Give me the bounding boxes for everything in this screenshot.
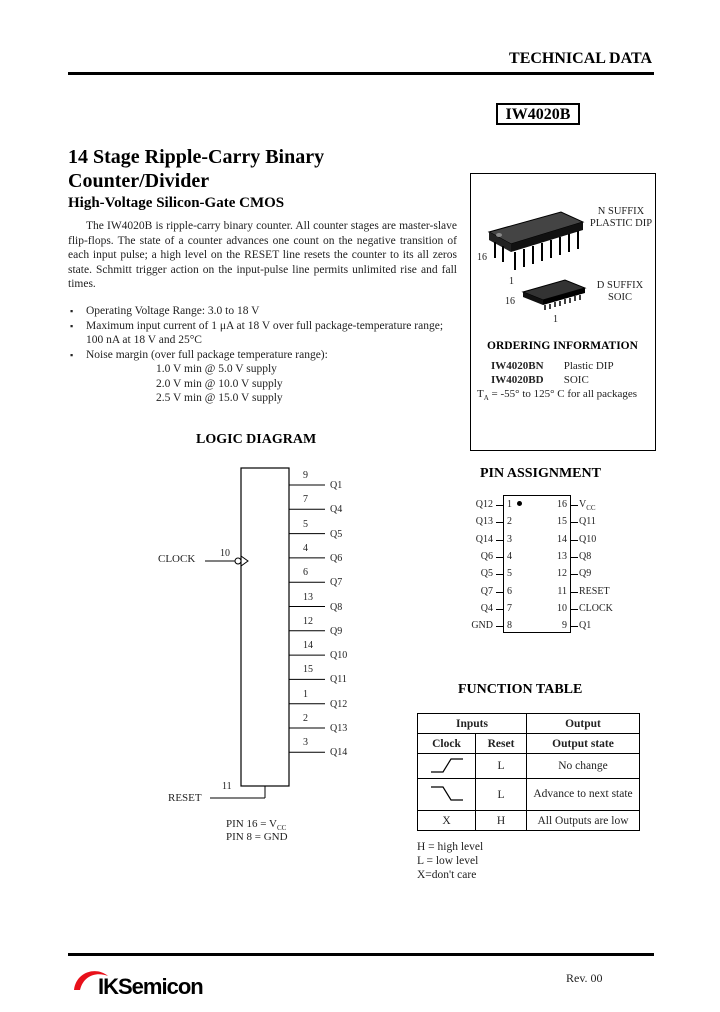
ordering-row xyxy=(491,359,614,373)
pin-lead xyxy=(496,557,503,558)
left-pin-number: 8 xyxy=(507,620,512,632)
pin-lead xyxy=(496,626,503,627)
n-suffix-line: N SUFFIX xyxy=(597,206,645,217)
ordering-package: Plastic DIP xyxy=(563,360,614,372)
feature-item: ▪ Operating Voltage Range: 3.0 to 18 V xyxy=(68,304,457,319)
output-pin-number: 15 xyxy=(303,664,313,676)
output-name: Q4 xyxy=(330,504,343,516)
reset-cell: H xyxy=(476,811,527,831)
output-pin-number: 1 xyxy=(303,688,308,700)
right-pin-number: 13 xyxy=(557,550,567,562)
soic-package-icon xyxy=(519,274,589,314)
left-pin-name: Q5 xyxy=(480,568,493,580)
output-name: Q6 xyxy=(330,552,343,564)
logo-company: Semicon xyxy=(118,974,203,999)
title-line-2: Counter/Divider xyxy=(68,170,210,192)
right-pin-number: 12 xyxy=(557,568,567,580)
pin-lead xyxy=(496,574,503,575)
reset-cell: L xyxy=(476,754,527,779)
counter-block xyxy=(241,468,289,786)
pin-lead xyxy=(571,574,578,575)
page-subtitle: High-Voltage Silicon-Gate CMOS xyxy=(68,195,285,211)
noise-margin-list xyxy=(156,362,283,406)
right-pin-number: 14 xyxy=(557,533,567,545)
left-pin-number: 3 xyxy=(507,533,512,545)
right-pin-name-text: Q11 xyxy=(579,516,596,528)
output-pin-number: 7 xyxy=(303,494,308,506)
right-pin-name-text: Q10 xyxy=(579,533,597,545)
left-pin-number: 2 xyxy=(507,516,512,528)
function-table-notes xyxy=(417,840,483,882)
right-pin-name-text: Q9 xyxy=(579,568,592,580)
pin8-note xyxy=(226,831,288,843)
right-pin-subscript: CC xyxy=(586,504,596,512)
clock-cell: X xyxy=(418,811,476,831)
left-pin-number: 7 xyxy=(507,602,512,614)
reset-cell: L xyxy=(476,779,527,811)
noise-margin-item: 2.5 V min @ 15.0 V supply xyxy=(156,392,283,404)
n-suffix-label xyxy=(583,206,659,230)
company-logo xyxy=(70,964,260,1006)
output-pin-number: 6 xyxy=(303,567,308,579)
note-item: X=don't care xyxy=(417,869,477,881)
feature-item: ▪ Maximum input current of 1 μA at 18 V over full package-temperature range; 100 nA at 18 V and 25°C xyxy=(68,319,457,348)
left-pin-number: 5 xyxy=(507,568,512,580)
output-header: Output xyxy=(527,714,640,734)
feature-list xyxy=(68,304,457,362)
left-pin-number: 6 xyxy=(507,585,512,597)
output-pin-number: 13 xyxy=(303,591,313,603)
right-pin-name xyxy=(579,499,596,512)
pin1-dot-icon xyxy=(517,501,522,506)
left-pin-number: 4 xyxy=(507,550,512,562)
output-pin-number: 4 xyxy=(303,542,308,554)
pin-lead xyxy=(496,522,503,523)
pin16-sub: CC xyxy=(276,824,287,833)
output-cell: All Outputs are low xyxy=(527,811,640,831)
pin-lead xyxy=(571,609,578,610)
ordering-info-box xyxy=(470,173,656,451)
output-pin-number: 3 xyxy=(303,737,308,749)
output-pin-number: 12 xyxy=(303,615,313,627)
ordering-package: SOIC xyxy=(563,374,589,386)
header-divider xyxy=(68,72,654,75)
right-pin-number: 11 xyxy=(557,585,567,597)
right-pin-name xyxy=(579,603,613,614)
pin-lead xyxy=(571,557,578,558)
note-item: H = high level xyxy=(417,841,484,853)
output-name: Q9 xyxy=(330,625,343,637)
temperature-range xyxy=(477,388,637,402)
reset-label: RESET xyxy=(168,792,202,804)
right-pin-name-text: V xyxy=(579,499,587,510)
inputs-header: Inputs xyxy=(418,714,527,734)
table-row xyxy=(418,754,640,779)
output-name: Q5 xyxy=(330,528,343,540)
function-table-heading: FUNCTION TABLE xyxy=(458,682,583,697)
rising-edge-icon xyxy=(418,754,476,779)
output-state-header: Output state xyxy=(527,734,640,754)
dip-package-icon xyxy=(481,192,591,282)
pin-lead xyxy=(571,592,578,593)
description-paragraph: The IW4020B is ripple-carry binary counter. All counter stages are master-slave flip-flops. The state of a counter advances one count on the negative transition of each input pulse; a high level on the RESET line resets the counter to its all zeros state. Schmitt trigger action on the input-pulse line permits unlimited rise and fall times. xyxy=(68,220,457,290)
ordering-heading: ORDERING INFORMATION xyxy=(487,340,638,352)
title-line-1: 14 Stage Ripple-Carry Binary xyxy=(68,146,325,168)
clock-pin-number: 10 xyxy=(220,548,230,559)
output-cell: Advance to next state xyxy=(527,779,640,811)
clock-label: CLOCK xyxy=(158,553,196,565)
left-pin-name: Q12 xyxy=(475,499,493,510)
d-suffix-line: D SUFFIX xyxy=(596,280,644,291)
left-pin-number: 1 xyxy=(507,499,512,510)
ordering-row xyxy=(491,373,614,387)
n-suffix-line: PLASTIC DIP xyxy=(589,218,653,229)
note-item: L = low level xyxy=(417,855,479,867)
pin-lead xyxy=(496,609,503,610)
output-pin-number: 2 xyxy=(303,713,308,724)
pin8-label: PIN 8 xyxy=(226,831,252,843)
soic-pin16-label: 16 xyxy=(505,296,515,307)
output-name: Q12 xyxy=(330,698,348,710)
right-pin-name xyxy=(579,516,596,527)
output-name: Q13 xyxy=(330,723,348,734)
left-pin-name: Q6 xyxy=(480,550,493,562)
ordering-part: IW4020BN xyxy=(491,360,544,372)
right-pin-name-text: Q8 xyxy=(579,550,592,562)
d-suffix-line: SOIC xyxy=(608,292,632,303)
falling-edge-icon xyxy=(418,779,476,811)
footer-divider xyxy=(68,953,654,956)
dip-pin1-label: 1 xyxy=(509,276,514,287)
ordering-table xyxy=(491,359,614,387)
logo-letters: IK xyxy=(98,974,118,999)
pin16-prefix: = V xyxy=(260,818,277,830)
output-pin-number: 14 xyxy=(303,640,313,652)
revision-label: Rev. 00 xyxy=(566,971,603,985)
pin-lead xyxy=(571,522,578,523)
ordering-part: IW4020BD xyxy=(491,374,544,386)
table-row xyxy=(418,779,640,811)
left-pin-name: Q7 xyxy=(480,585,493,597)
right-pin-name-text: RESET xyxy=(579,585,610,597)
pin-lead xyxy=(496,592,503,593)
pin-assignment-heading: PIN ASSIGNMENT xyxy=(480,466,601,481)
output-name: Q10 xyxy=(330,650,348,662)
right-pin-name-text: CLOCK xyxy=(579,602,613,614)
left-pin-name: Q13 xyxy=(475,516,493,528)
output-name: Q14 xyxy=(330,747,348,759)
pin-lead xyxy=(571,505,578,506)
left-pin-name: Q14 xyxy=(475,533,493,545)
output-pin-number: 5 xyxy=(303,518,308,530)
logic-diagram-heading: LOGIC DIAGRAM xyxy=(196,432,317,447)
output-pin-number: 9 xyxy=(303,470,308,481)
logo-text xyxy=(98,974,203,1000)
temp-prefix: T xyxy=(477,388,484,400)
clock-bubble-icon xyxy=(235,558,241,564)
pin-lead xyxy=(571,626,578,627)
pin8-value: = GND xyxy=(254,831,288,843)
pin-lead xyxy=(496,505,503,506)
pin-lead xyxy=(571,540,578,541)
output-name: Q8 xyxy=(330,601,343,613)
header-title: TECHNICAL DATA xyxy=(509,50,652,67)
right-pin-name xyxy=(579,534,596,545)
reset-pin-number: 11 xyxy=(222,781,232,792)
right-pin-number: 9 xyxy=(562,620,567,632)
temp-text: = -55° to 125° C for all packages xyxy=(488,388,637,400)
noise-margin-item: 2.0 V min @ 10.0 V supply xyxy=(156,377,283,390)
right-pin-name xyxy=(579,551,591,562)
reset-header: Reset xyxy=(476,734,527,754)
table-row xyxy=(418,811,640,831)
right-pin-name xyxy=(579,620,591,631)
noise-margin-item: 1.0 V min @ 5.0 V supply xyxy=(156,363,277,375)
right-pin-name xyxy=(579,586,610,597)
output-name: Q7 xyxy=(330,577,343,589)
dip-pin16-label: 16 xyxy=(477,252,487,263)
right-pin-number: 10 xyxy=(557,602,567,614)
right-pin-number: 15 xyxy=(557,516,567,528)
left-pin-name: GND xyxy=(471,620,493,632)
right-pin-number: 16 xyxy=(557,499,567,510)
output-name: Q1 xyxy=(330,480,343,491)
temp-sub: A xyxy=(483,394,489,403)
function-table xyxy=(417,713,640,831)
pin16-label: PIN 16 xyxy=(226,818,258,830)
page-title xyxy=(68,145,448,193)
d-suffix-label xyxy=(585,280,655,304)
pin-lead xyxy=(496,540,503,541)
feature-item: ▪ Noise margin (over full package temperature range): xyxy=(68,348,457,363)
part-number-box: IW4020B xyxy=(496,103,580,125)
output-cell: No change xyxy=(527,754,640,779)
soic-pin1-label: 1 xyxy=(553,314,558,325)
left-pin-name: Q4 xyxy=(480,602,493,614)
right-pin-name-text: Q1 xyxy=(579,620,592,632)
output-name: Q11 xyxy=(330,674,347,686)
right-pin-name xyxy=(579,568,591,579)
clock-header: Clock xyxy=(418,734,476,754)
